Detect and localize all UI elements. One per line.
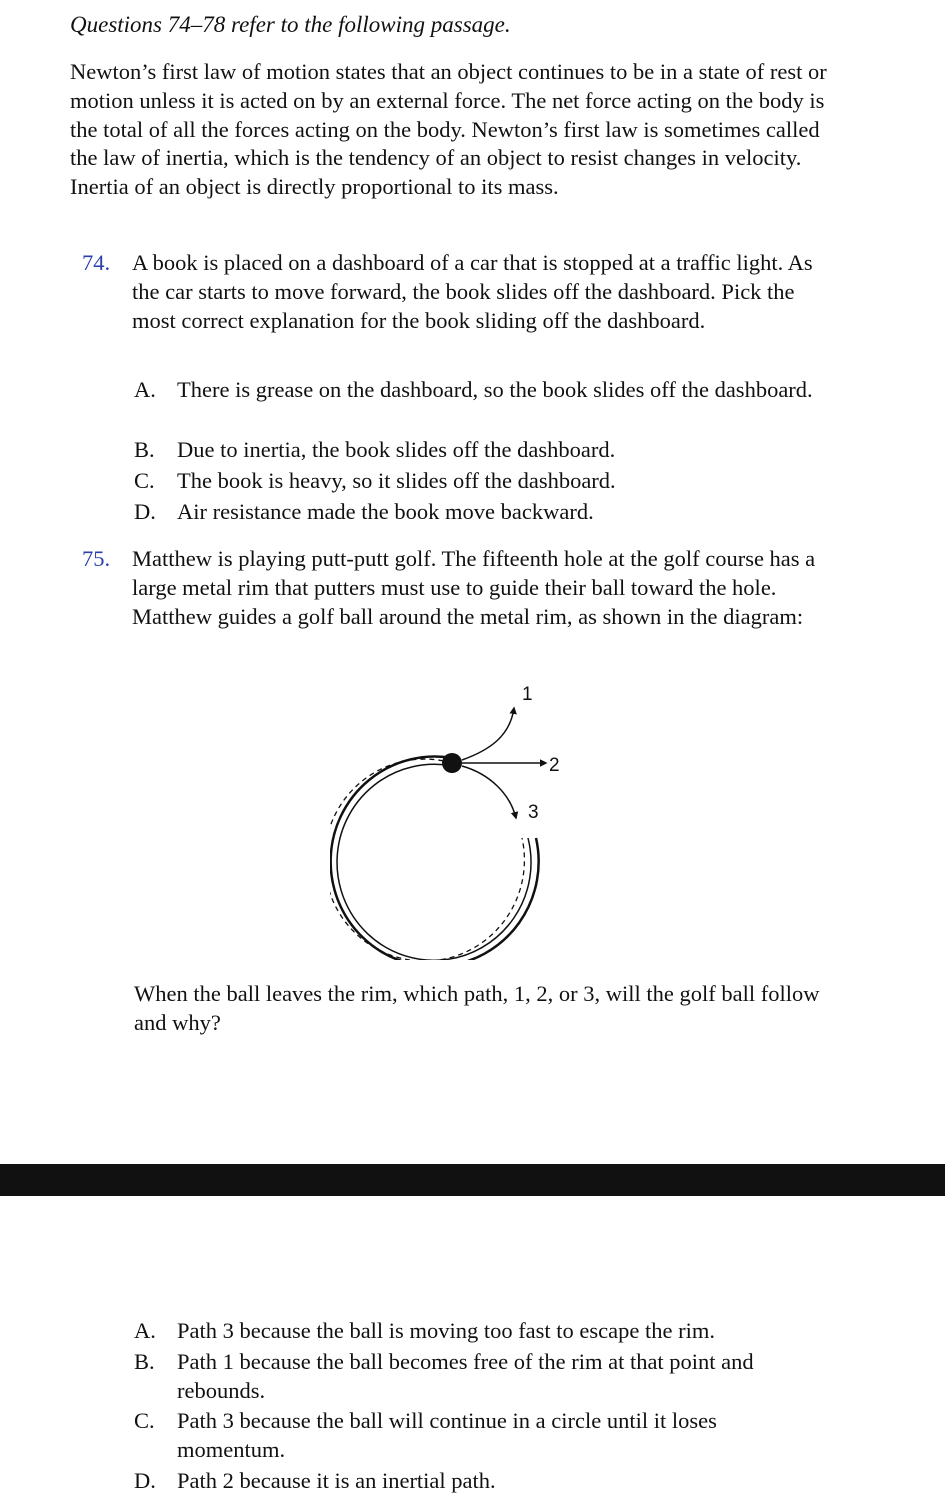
q75-option-d-letter: D.: [134, 1468, 156, 1493]
path-3-label: 3: [528, 802, 539, 823]
path-2-label: 2: [549, 755, 560, 776]
passage-text: Newton’s first law of motion states that an object continues to be in a state of rest or motion unless it is acted on by an external force. The net force acting on the body is the total of all the forces acting on the body. Newton’s first law is sometimes called the law of inertia, which is the tendency of an object to resist changes in velocity. Inertia of an object is directly proportional to its mass.: [70, 59, 827, 200]
q74-number: 74.: [82, 250, 111, 275]
q74-option-c-letter: C.: [134, 468, 155, 493]
passage-heading: Questions 74–78 refer to the following passage.: [70, 12, 511, 37]
golf-ball: [442, 753, 462, 773]
golf-rim-diagram: [330, 670, 580, 960]
q75-option-b-text: Path 1 because the ball becomes free of the rim at that point and rebounds.: [177, 1349, 754, 1403]
path-1-label: 1: [522, 684, 533, 705]
q75-option-d-text: Path 2 because it is an inertial path.: [177, 1468, 496, 1493]
q75-text: Matthew is playing putt-putt golf. The fifteenth hole at the golf course has a large metal rim that putters must use to guide their ball toward the hole. Matthew guides a golf ball around the metal rim, as shown in the diagram:: [132, 546, 816, 629]
q75-option-c-text: Path 3 because the ball will continue in a circle until it loses momentum.: [177, 1408, 717, 1462]
q75-option-a-text: Path 3 because the ball is moving too fast to escape the rim.: [177, 1318, 715, 1343]
q74-option-d-letter: D.: [134, 499, 156, 524]
q74-option-b-text: Due to inertia, the book slides off the dashboard.: [177, 437, 616, 462]
q74-option-a-letter: A.: [134, 377, 156, 402]
q74-option-c-text: The book is heavy, so it slides off the dashboard.: [177, 468, 616, 493]
metal-rim-inner: [337, 764, 531, 960]
q75-option-a-letter: A.: [134, 1318, 156, 1343]
q74-option-a-text: There is grease on the dashboard, so the book slides off the dashboard.: [177, 377, 813, 402]
q75-option-b-letter: B.: [134, 1349, 155, 1374]
q75-option-c-letter: C.: [134, 1408, 155, 1433]
page-divider-bar: [0, 1164, 945, 1196]
q75-number: 75.: [82, 546, 111, 571]
q74-text: A book is placed on a dashboard of a car that is stopped at a traffic light. As the car starts to move forward, the book slides off the dashboard. Pick the most correct explanation for the book sliding off the dashboard.: [132, 250, 813, 333]
metal-rim-outer: [331, 757, 539, 960]
q74-option-d-text: Air resistance made the book move backward.: [177, 499, 594, 524]
path-3-arrow: [462, 766, 516, 818]
q74-option-b-letter: B.: [134, 437, 155, 462]
path-1-arrow: [462, 708, 514, 760]
q75-question: When the ball leaves the rim, which path, 1, 2, or 3, will the golf ball follow and why?: [134, 981, 820, 1035]
